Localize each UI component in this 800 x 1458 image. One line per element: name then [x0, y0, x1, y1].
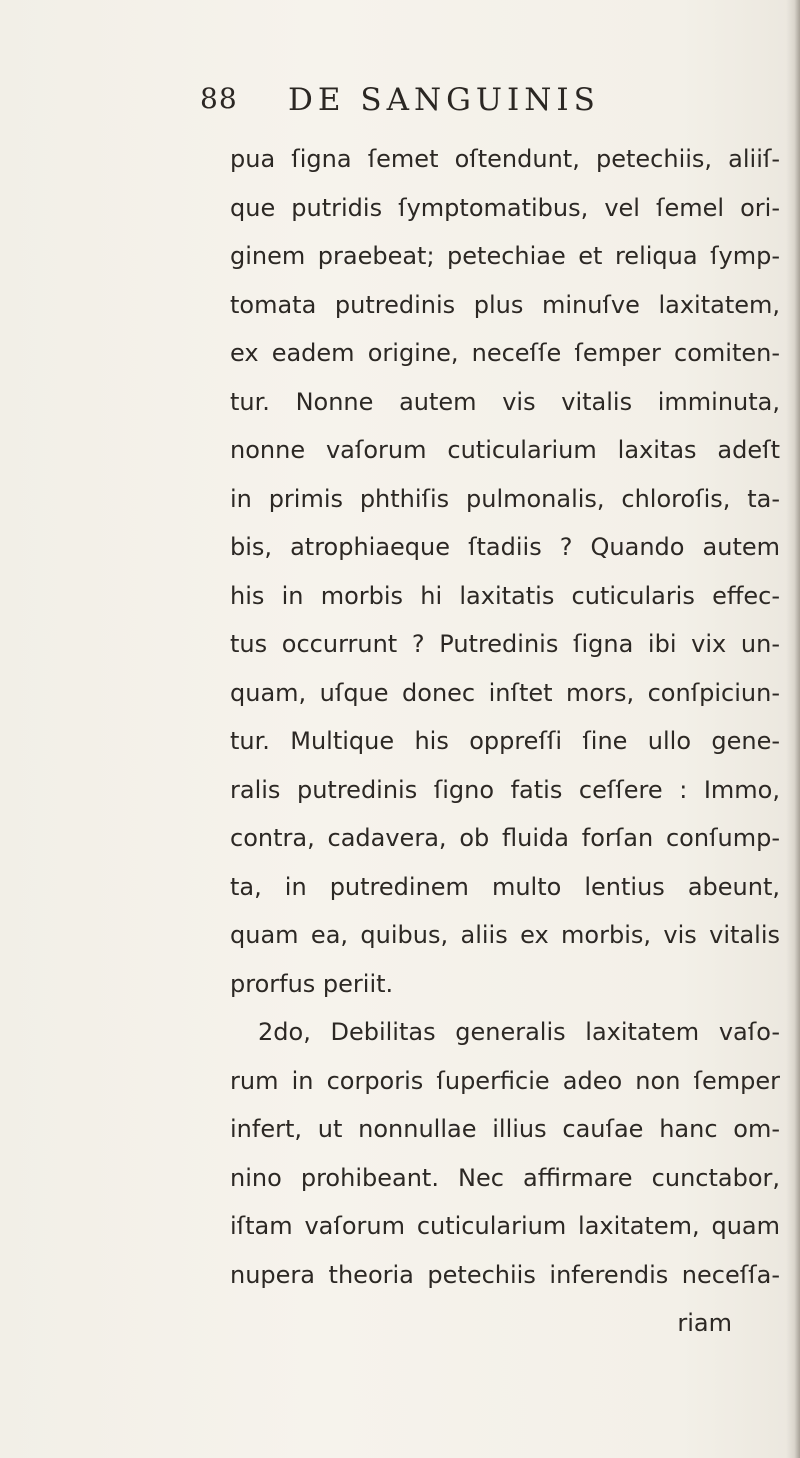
paragraph-end-line: prorfus periit.	[230, 969, 394, 998]
text-line: bis, atrophiaeque ſtadiis ? Quando autem	[230, 533, 780, 561]
catchword: riam	[677, 1309, 732, 1337]
text-line: contra, cadavera, ob fluida forſan conſump-	[230, 824, 780, 852]
text-line: quam ea, quibus, aliis ex morbis, vis vitalis	[230, 921, 780, 949]
paragraph-start-line: 2do, Debilitas generalis laxitatem vaſo-	[258, 1018, 780, 1046]
text-line: in primis phthiſis pulmonalis, chloroſis, ta-	[230, 484, 780, 513]
text-line: ta, in putredinem multo lentius abeunt,	[230, 872, 780, 901]
text-line: quam, uſque donec inſtet mors, conſpiciun-	[230, 678, 780, 707]
page-number: 88	[200, 82, 238, 115]
text-line: nonne vaſorum cuticularium laxitas adeſt	[230, 436, 780, 464]
text-line: tur. Multique his oppreſſi ſine ullo gene-	[230, 727, 780, 755]
body-text	[230, 135, 780, 1348]
text-line: tur. Nonne autem vis vitalis imminuta,	[230, 387, 780, 416]
page-edge-shadow	[786, 0, 800, 1458]
text-line: que putridis ſymptomatibus, vel ſemel ori-	[230, 193, 780, 222]
text-line: tomata putredinis plus minuſve laxitatem,	[230, 290, 780, 319]
text-line: tus occurrunt ? Putredinis ſigna ibi vix un-	[230, 630, 780, 658]
text-line: rum in corporis ſuperficie adeo non ſemper	[230, 1066, 780, 1095]
text-line: his in morbis hi laxitatis cuticularis effec-	[230, 581, 780, 610]
text-line: ginem praebeat; petechiae et reliqua ſymp-	[230, 242, 780, 270]
text-line: nino prohibeant. Nec affirmare cunctabor,	[230, 1163, 780, 1192]
text-line: nupera theoria petechiis inferendis neceſſa-	[230, 1260, 780, 1289]
text-line: iſtam vaſorum cuticularium laxitatem, quam	[230, 1212, 780, 1240]
text-line: pua ſigna ſemet oſtendunt, petechiis, aliiſ-	[230, 145, 780, 173]
text-line: infert, ut nonnullae illius cauſae hanc om-	[230, 1115, 780, 1143]
running-title: DE SANGUINIS	[288, 82, 600, 118]
text-line: ralis putredinis ſigno fatis ceſſere : Immo,	[230, 775, 780, 804]
text-line: ex eadem origine, neceſſe ſemper comiten-	[230, 339, 780, 367]
